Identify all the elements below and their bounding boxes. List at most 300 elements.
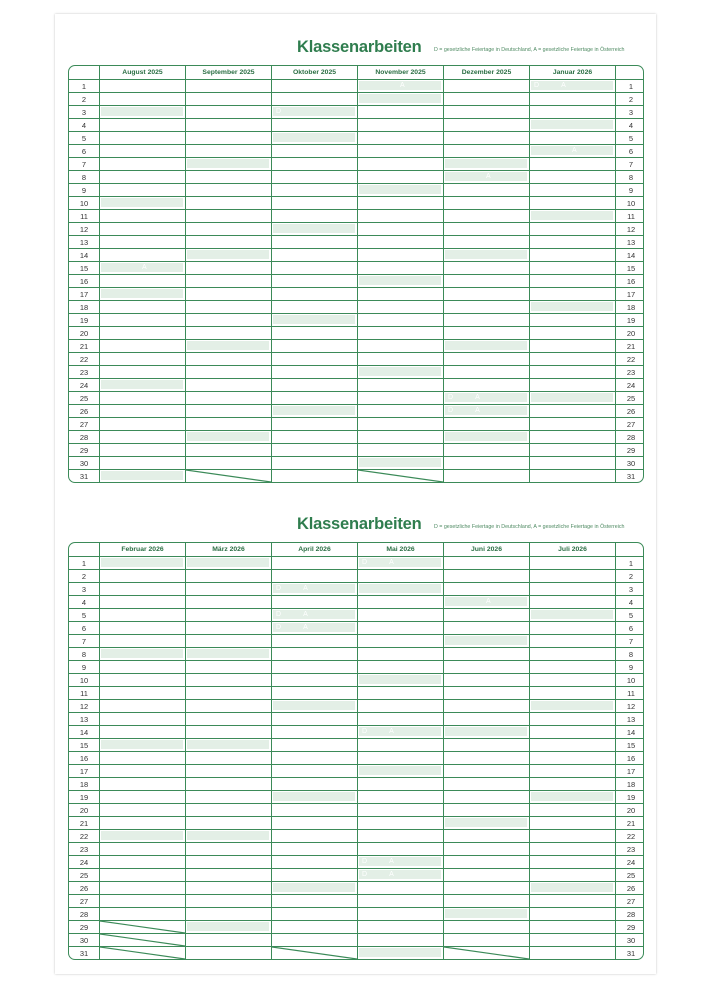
day-cell[interactable]	[186, 804, 272, 816]
day-cell[interactable]	[530, 366, 615, 378]
day-cell[interactable]	[186, 314, 272, 326]
day-cell[interactable]	[272, 661, 358, 673]
day-cell[interactable]	[444, 713, 530, 725]
day-cell[interactable]	[272, 236, 358, 248]
day-cell[interactable]	[358, 648, 444, 660]
day-cell[interactable]	[186, 327, 272, 339]
day-cell[interactable]	[358, 171, 444, 183]
day-cell[interactable]	[530, 895, 615, 907]
day-cell[interactable]	[186, 752, 272, 764]
day-cell[interactable]	[186, 444, 272, 456]
day-cell[interactable]	[358, 457, 444, 469]
day-cell[interactable]	[272, 882, 358, 894]
day-cell[interactable]	[186, 856, 272, 868]
day-cell[interactable]	[272, 210, 358, 222]
day-cell[interactable]	[272, 609, 358, 621]
day-cell[interactable]	[100, 869, 186, 881]
day-cell[interactable]	[186, 158, 272, 170]
day-cell[interactable]	[272, 895, 358, 907]
day-cell[interactable]	[186, 405, 272, 417]
day-cell[interactable]	[358, 583, 444, 595]
day-cell[interactable]	[444, 223, 530, 235]
day-cell[interactable]	[444, 817, 530, 829]
day-cell[interactable]	[100, 947, 186, 959]
day-cell[interactable]	[444, 778, 530, 790]
day-cell[interactable]	[444, 765, 530, 777]
day-cell[interactable]	[444, 392, 530, 404]
day-cell[interactable]	[100, 93, 186, 105]
day-cell[interactable]	[444, 726, 530, 738]
day-cell[interactable]	[530, 223, 615, 235]
day-cell[interactable]	[272, 713, 358, 725]
day-cell[interactable]	[358, 726, 444, 738]
day-cell[interactable]	[530, 132, 615, 144]
day-cell[interactable]	[272, 301, 358, 313]
day-cell[interactable]	[530, 661, 615, 673]
day-cell[interactable]	[272, 145, 358, 157]
day-cell[interactable]	[444, 301, 530, 313]
day-cell[interactable]	[444, 557, 530, 569]
day-cell[interactable]	[272, 843, 358, 855]
day-cell[interactable]	[444, 635, 530, 647]
day-cell[interactable]	[272, 262, 358, 274]
day-cell[interactable]	[444, 895, 530, 907]
day-cell[interactable]	[272, 327, 358, 339]
day-cell[interactable]	[530, 635, 615, 647]
day-cell[interactable]	[444, 570, 530, 582]
day-cell[interactable]	[358, 778, 444, 790]
day-cell[interactable]	[186, 236, 272, 248]
day-cell[interactable]	[272, 184, 358, 196]
day-cell[interactable]	[358, 288, 444, 300]
day-cell[interactable]	[186, 106, 272, 118]
day-cell[interactable]	[100, 301, 186, 313]
day-cell[interactable]	[358, 700, 444, 712]
day-cell[interactable]	[358, 596, 444, 608]
day-cell[interactable]	[186, 80, 272, 92]
day-cell[interactable]	[444, 275, 530, 287]
day-cell[interactable]	[444, 80, 530, 92]
day-cell[interactable]	[444, 752, 530, 764]
day-cell[interactable]	[272, 366, 358, 378]
day-cell[interactable]	[444, 197, 530, 209]
day-cell[interactable]	[444, 353, 530, 365]
day-cell[interactable]	[186, 635, 272, 647]
day-cell[interactable]	[530, 817, 615, 829]
day-cell[interactable]	[186, 817, 272, 829]
day-cell[interactable]	[358, 908, 444, 920]
day-cell[interactable]	[272, 622, 358, 634]
day-cell[interactable]	[444, 674, 530, 686]
day-cell[interactable]	[272, 158, 358, 170]
day-cell[interactable]	[530, 869, 615, 881]
day-cell[interactable]	[444, 93, 530, 105]
day-cell[interactable]	[358, 431, 444, 443]
day-cell[interactable]	[100, 843, 186, 855]
day-cell[interactable]	[530, 908, 615, 920]
day-cell[interactable]	[530, 314, 615, 326]
day-cell[interactable]	[444, 327, 530, 339]
day-cell[interactable]	[186, 921, 272, 933]
day-cell[interactable]	[444, 921, 530, 933]
day-cell[interactable]	[272, 921, 358, 933]
day-cell[interactable]	[186, 418, 272, 430]
day-cell[interactable]	[530, 674, 615, 686]
day-cell[interactable]	[272, 431, 358, 443]
day-cell[interactable]	[186, 713, 272, 725]
day-cell[interactable]	[530, 184, 615, 196]
day-cell[interactable]	[444, 583, 530, 595]
day-cell[interactable]	[272, 947, 358, 959]
day-cell[interactable]	[186, 765, 272, 777]
day-cell[interactable]	[444, 457, 530, 469]
day-cell[interactable]	[530, 778, 615, 790]
day-cell[interactable]	[444, 158, 530, 170]
day-cell[interactable]	[100, 184, 186, 196]
day-cell[interactable]	[186, 791, 272, 803]
day-cell[interactable]	[358, 661, 444, 673]
day-cell[interactable]	[100, 895, 186, 907]
day-cell[interactable]	[100, 470, 186, 482]
day-cell[interactable]	[186, 132, 272, 144]
day-cell[interactable]	[358, 817, 444, 829]
day-cell[interactable]	[358, 713, 444, 725]
day-cell[interactable]	[186, 93, 272, 105]
day-cell[interactable]	[530, 713, 615, 725]
day-cell[interactable]	[530, 405, 615, 417]
day-cell[interactable]	[186, 778, 272, 790]
day-cell[interactable]	[186, 596, 272, 608]
day-cell[interactable]	[100, 132, 186, 144]
day-cell[interactable]	[444, 687, 530, 699]
day-cell[interactable]	[272, 752, 358, 764]
day-cell[interactable]	[100, 210, 186, 222]
day-cell[interactable]	[272, 353, 358, 365]
day-cell[interactable]	[444, 418, 530, 430]
day-cell[interactable]	[358, 882, 444, 894]
day-cell[interactable]	[358, 557, 444, 569]
day-cell[interactable]	[358, 366, 444, 378]
day-cell[interactable]	[530, 570, 615, 582]
day-cell[interactable]	[530, 596, 615, 608]
day-cell[interactable]	[530, 158, 615, 170]
day-cell[interactable]	[272, 765, 358, 777]
day-cell[interactable]	[358, 184, 444, 196]
day-cell[interactable]	[358, 197, 444, 209]
day-cell[interactable]	[186, 366, 272, 378]
day-cell[interactable]	[100, 80, 186, 92]
day-cell[interactable]	[358, 314, 444, 326]
day-cell[interactable]	[100, 106, 186, 118]
day-cell[interactable]	[272, 275, 358, 287]
day-cell[interactable]	[100, 570, 186, 582]
day-cell[interactable]	[100, 327, 186, 339]
day-cell[interactable]	[186, 379, 272, 391]
day-cell[interactable]	[186, 895, 272, 907]
day-cell[interactable]	[444, 791, 530, 803]
day-cell[interactable]	[100, 882, 186, 894]
day-cell[interactable]	[530, 739, 615, 751]
day-cell[interactable]	[100, 392, 186, 404]
day-cell[interactable]	[358, 405, 444, 417]
day-cell[interactable]	[358, 223, 444, 235]
day-cell[interactable]	[272, 700, 358, 712]
day-cell[interactable]	[100, 726, 186, 738]
day-cell[interactable]	[272, 197, 358, 209]
day-cell[interactable]	[530, 609, 615, 621]
day-cell[interactable]	[100, 405, 186, 417]
day-cell[interactable]	[100, 288, 186, 300]
day-cell[interactable]	[358, 791, 444, 803]
day-cell[interactable]	[186, 570, 272, 582]
day-cell[interactable]	[358, 934, 444, 946]
day-cell[interactable]	[100, 791, 186, 803]
day-cell[interactable]	[358, 570, 444, 582]
day-cell[interactable]	[100, 934, 186, 946]
day-cell[interactable]	[444, 405, 530, 417]
day-cell[interactable]	[530, 431, 615, 443]
day-cell[interactable]	[530, 856, 615, 868]
day-cell[interactable]	[100, 609, 186, 621]
day-cell[interactable]	[530, 392, 615, 404]
day-cell[interactable]	[358, 635, 444, 647]
day-cell[interactable]	[272, 418, 358, 430]
day-cell[interactable]	[530, 379, 615, 391]
day-cell[interactable]	[186, 457, 272, 469]
day-cell[interactable]	[272, 392, 358, 404]
day-cell[interactable]	[358, 106, 444, 118]
day-cell[interactable]	[358, 830, 444, 842]
day-cell[interactable]	[530, 197, 615, 209]
day-cell[interactable]	[358, 609, 444, 621]
day-cell[interactable]	[272, 635, 358, 647]
day-cell[interactable]	[358, 80, 444, 92]
day-cell[interactable]	[530, 275, 615, 287]
day-cell[interactable]	[100, 262, 186, 274]
day-cell[interactable]	[358, 765, 444, 777]
day-cell[interactable]	[186, 275, 272, 287]
day-cell[interactable]	[272, 726, 358, 738]
day-cell[interactable]	[100, 353, 186, 365]
day-cell[interactable]	[186, 210, 272, 222]
day-cell[interactable]	[100, 158, 186, 170]
day-cell[interactable]	[100, 379, 186, 391]
day-cell[interactable]	[186, 171, 272, 183]
day-cell[interactable]	[444, 908, 530, 920]
day-cell[interactable]	[358, 158, 444, 170]
day-cell[interactable]	[358, 418, 444, 430]
day-cell[interactable]	[530, 700, 615, 712]
day-cell[interactable]	[100, 275, 186, 287]
day-cell[interactable]	[100, 635, 186, 647]
day-cell[interactable]	[444, 106, 530, 118]
day-cell[interactable]	[186, 661, 272, 673]
day-cell[interactable]	[444, 648, 530, 660]
day-cell[interactable]	[272, 106, 358, 118]
day-cell[interactable]	[358, 687, 444, 699]
day-cell[interactable]	[186, 340, 272, 352]
day-cell[interactable]	[530, 882, 615, 894]
day-cell[interactable]	[272, 817, 358, 829]
day-cell[interactable]	[186, 197, 272, 209]
day-cell[interactable]	[186, 184, 272, 196]
day-cell[interactable]	[530, 171, 615, 183]
day-cell[interactable]	[530, 301, 615, 313]
day-cell[interactable]	[530, 687, 615, 699]
day-cell[interactable]	[530, 80, 615, 92]
day-cell[interactable]	[100, 674, 186, 686]
day-cell[interactable]	[444, 609, 530, 621]
day-cell[interactable]	[358, 262, 444, 274]
day-cell[interactable]	[358, 444, 444, 456]
day-cell[interactable]	[186, 830, 272, 842]
day-cell[interactable]	[100, 583, 186, 595]
day-cell[interactable]	[444, 340, 530, 352]
day-cell[interactable]	[358, 301, 444, 313]
day-cell[interactable]	[100, 171, 186, 183]
day-cell[interactable]	[358, 353, 444, 365]
day-cell[interactable]	[100, 908, 186, 920]
day-cell[interactable]	[100, 366, 186, 378]
day-cell[interactable]	[444, 366, 530, 378]
day-cell[interactable]	[444, 288, 530, 300]
day-cell[interactable]	[444, 470, 530, 482]
day-cell[interactable]	[358, 340, 444, 352]
day-cell[interactable]	[272, 739, 358, 751]
day-cell[interactable]	[272, 80, 358, 92]
day-cell[interactable]	[100, 830, 186, 842]
day-cell[interactable]	[186, 557, 272, 569]
day-cell[interactable]	[100, 223, 186, 235]
day-cell[interactable]	[444, 856, 530, 868]
day-cell[interactable]	[358, 843, 444, 855]
day-cell[interactable]	[186, 648, 272, 660]
day-cell[interactable]	[530, 765, 615, 777]
day-cell[interactable]	[272, 791, 358, 803]
day-cell[interactable]	[358, 236, 444, 248]
day-cell[interactable]	[530, 921, 615, 933]
day-cell[interactable]	[272, 340, 358, 352]
day-cell[interactable]	[358, 379, 444, 391]
day-cell[interactable]	[444, 934, 530, 946]
day-cell[interactable]	[272, 856, 358, 868]
day-cell[interactable]	[358, 275, 444, 287]
day-cell[interactable]	[100, 340, 186, 352]
day-cell[interactable]	[186, 223, 272, 235]
day-cell[interactable]	[100, 249, 186, 261]
day-cell[interactable]	[530, 726, 615, 738]
day-cell[interactable]	[358, 119, 444, 131]
day-cell[interactable]	[444, 882, 530, 894]
day-cell[interactable]	[186, 353, 272, 365]
day-cell[interactable]	[444, 444, 530, 456]
day-cell[interactable]	[186, 700, 272, 712]
day-cell[interactable]	[444, 171, 530, 183]
day-cell[interactable]	[530, 444, 615, 456]
day-cell[interactable]	[186, 288, 272, 300]
day-cell[interactable]	[186, 119, 272, 131]
day-cell[interactable]	[444, 236, 530, 248]
day-cell[interactable]	[186, 947, 272, 959]
day-cell[interactable]	[444, 119, 530, 131]
day-cell[interactable]	[272, 570, 358, 582]
day-cell[interactable]	[444, 661, 530, 673]
day-cell[interactable]	[272, 119, 358, 131]
day-cell[interactable]	[272, 596, 358, 608]
day-cell[interactable]	[358, 752, 444, 764]
day-cell[interactable]	[186, 882, 272, 894]
day-cell[interactable]	[100, 856, 186, 868]
day-cell[interactable]	[358, 145, 444, 157]
day-cell[interactable]	[530, 236, 615, 248]
day-cell[interactable]	[444, 314, 530, 326]
day-cell[interactable]	[530, 583, 615, 595]
day-cell[interactable]	[272, 687, 358, 699]
day-cell[interactable]	[444, 843, 530, 855]
day-cell[interactable]	[186, 908, 272, 920]
day-cell[interactable]	[444, 596, 530, 608]
day-cell[interactable]	[100, 765, 186, 777]
day-cell[interactable]	[186, 674, 272, 686]
day-cell[interactable]	[100, 557, 186, 569]
day-cell[interactable]	[186, 726, 272, 738]
day-cell[interactable]	[272, 830, 358, 842]
day-cell[interactable]	[272, 557, 358, 569]
day-cell[interactable]	[358, 739, 444, 751]
day-cell[interactable]	[358, 392, 444, 404]
day-cell[interactable]	[358, 895, 444, 907]
day-cell[interactable]	[272, 132, 358, 144]
day-cell[interactable]	[272, 444, 358, 456]
day-cell[interactable]	[530, 249, 615, 261]
day-cell[interactable]	[100, 197, 186, 209]
day-cell[interactable]	[530, 557, 615, 569]
day-cell[interactable]	[186, 249, 272, 261]
day-cell[interactable]	[272, 804, 358, 816]
day-cell[interactable]	[186, 470, 272, 482]
day-cell[interactable]	[100, 444, 186, 456]
day-cell[interactable]	[358, 249, 444, 261]
day-cell[interactable]	[100, 648, 186, 660]
day-cell[interactable]	[530, 93, 615, 105]
day-cell[interactable]	[444, 249, 530, 261]
day-cell[interactable]	[530, 457, 615, 469]
day-cell[interactable]	[186, 687, 272, 699]
day-cell[interactable]	[272, 778, 358, 790]
day-cell[interactable]	[444, 739, 530, 751]
day-cell[interactable]	[100, 661, 186, 673]
day-cell[interactable]	[358, 470, 444, 482]
day-cell[interactable]	[272, 223, 358, 235]
day-cell[interactable]	[100, 622, 186, 634]
day-cell[interactable]	[100, 921, 186, 933]
day-cell[interactable]	[186, 609, 272, 621]
day-cell[interactable]	[444, 830, 530, 842]
day-cell[interactable]	[530, 804, 615, 816]
day-cell[interactable]	[100, 778, 186, 790]
day-cell[interactable]	[358, 93, 444, 105]
day-cell[interactable]	[530, 353, 615, 365]
day-cell[interactable]	[186, 431, 272, 443]
day-cell[interactable]	[100, 145, 186, 157]
day-cell[interactable]	[100, 314, 186, 326]
day-cell[interactable]	[358, 921, 444, 933]
day-cell[interactable]	[100, 713, 186, 725]
day-cell[interactable]	[186, 583, 272, 595]
day-cell[interactable]	[358, 132, 444, 144]
day-cell[interactable]	[530, 340, 615, 352]
day-cell[interactable]	[272, 405, 358, 417]
